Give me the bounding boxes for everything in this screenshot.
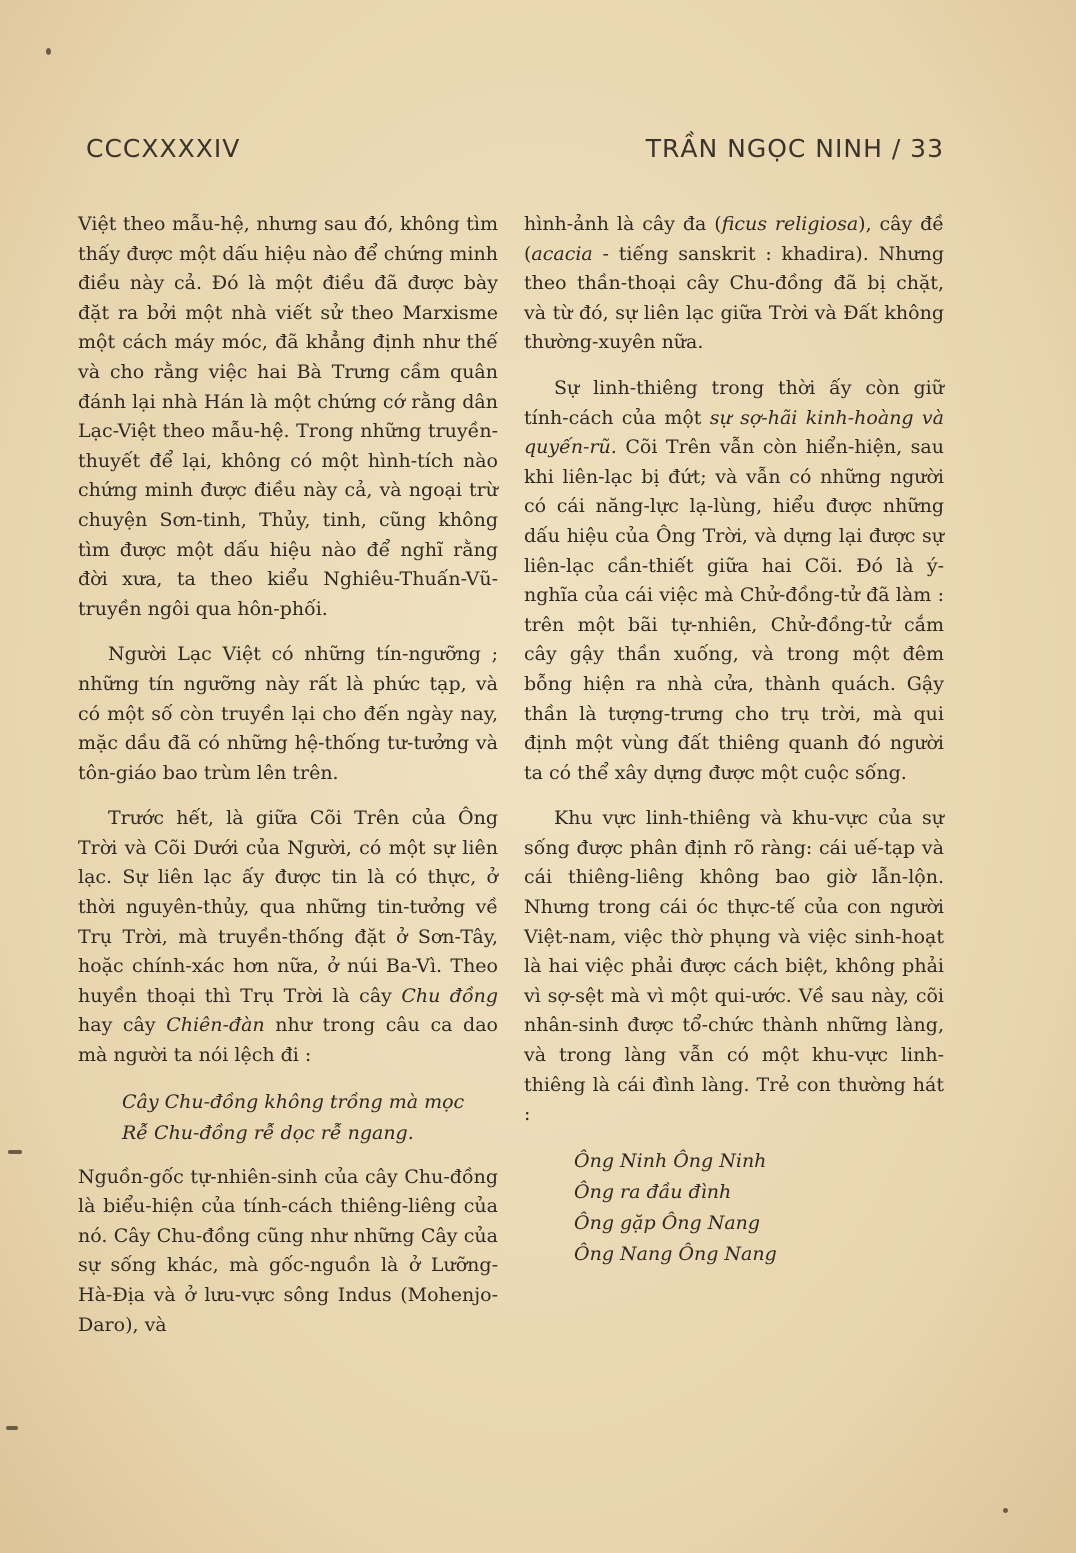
text-run: hay cây: [78, 1014, 167, 1037]
verse-line: Ông Ninh Ông Ninh: [574, 1149, 767, 1172]
folk-verse-1: [122, 1087, 498, 1149]
left-paragraph-1: Việt theo mẫu-hệ, nhưng sau đó, không tìm thấy được một dấu hiệu nào để chứng minh điều này cả. Đó là một điều đã được bày đặt ra bởi một nhà viết sử theo Marxisme một cách máy móc, đã khẳng định như thế và cho rằng việc hai Bà Trưng cầm quân đánh lại nhà Hán là một chứng cớ rằng dân Lạc-Việt theo mẫu-hệ. Trong những truyền-thuyết để lại, không có một hình-tích nào chứng minh được điều này cả, và ngoại trừ chuyện Sơn-tinh, Thủy, tinh, cũng không tìm được một dấu hiệu nào để nghĩ rằng đời xưa, ta theo kiểu Nghiêu-Thuấn-Vũ-truyền ngôi qua hôn-phối.: [78, 213, 498, 620]
left-paragraph-4: Nguồn-gốc tự-nhiên-sinh của cây Chu-đồng là biểu-hiện của tính-cách thiêng-liêng của nó. Cây Chu-đồng cũng như những Cây của sự sống khác, mà gốc-nguồn là ở Lưỡng-Hà-Địa và ở lưu-vực sông Indus (Mohenjo-Daro), và: [78, 1165, 498, 1336]
text-run: như trong câu ca dao mà người ta nói lệch đi :: [78, 1014, 498, 1067]
verse-line: Cây Chu-đồng không trồng mà mọc: [122, 1090, 465, 1113]
right-paragraph-1: [524, 210, 944, 358]
italic-term: Chu đồng: [401, 984, 498, 1007]
italic-term: sự sợ-hãi kinh-hoàng và quyến-rũ.: [524, 406, 944, 459]
verse-line: Ông ra đầu đình: [574, 1180, 732, 1203]
verse-line: Ông gặp Ông Nang: [574, 1211, 761, 1234]
page-header: [86, 134, 944, 163]
ink-speck: [8, 1150, 22, 1154]
text-run: hình-ảnh là cây đa (: [524, 213, 722, 235]
left-column: [78, 210, 498, 1356]
running-title: TRẦN NGỌC NINH / 33: [645, 134, 944, 163]
text-run: ), cây đề (: [524, 213, 944, 265]
italic-term: acacia: [531, 242, 593, 265]
verse-line: Rễ Chu-đồng rễ dọc rễ ngang.: [122, 1121, 414, 1144]
right-paragraph-3: Khu vực linh-thiêng và khu-vực của sự sống được phân định rõ ràng: cái uế-tạp và cái thiêng-liêng không bao giờ lẫn-lộn. Nhưng trong cái óc thực-tế của con người Việt-nam, việc thờ phụng và việc sinh-hoạt là hai việc phải được cách biệt, không phải vì sợ-sệt mà vì một qui-ước. Về sau này, cõi nhân-sinh được tổ-chức thành những làng, và trong làng vẫn có một khu-vực linh-thiêng là cái đình làng. Trẻ con thường hát :: [524, 807, 944, 1126]
page-number-roman: CCCXXXXIV: [86, 134, 241, 163]
ink-speck: [1003, 1508, 1008, 1513]
right-column: [524, 210, 944, 1284]
right-paragraph-2: [524, 374, 944, 788]
left-paragraph-3: [78, 804, 498, 1070]
left-paragraph-2: Người Lạc Việt có những tín-ngưỡng ; những tín ngưỡng này rất là phức tạp, và có một số còn truyền lại cho đến ngày nay, mặc dầu đã có những hệ-thống tư-tưởng và tôn-giáo bao trùm lên trên.: [78, 643, 498, 784]
ink-speck: [46, 48, 51, 55]
text-run: - tiếng sanskrit : khadira). Nhưng theo thần-thoại cây Chu-đồng đã bị chặt, và từ đó, sự liên lạc giữa Trời và Đất không thường-xuyên nữa.: [524, 242, 944, 354]
italic-term: Chiên-đàn: [166, 1014, 265, 1037]
text-run: Cõi Trên vẫn còn hiển-hiện, sau khi liên-lạc bị đứt; và vẫn có những người có cái năng-lực lạ-lùng, hiểu được những dấu hiệu của Ông Trời, và dựng lại được sự liên-lạc cần-thiết giữa hai Cõi. Đó là ý-nghĩa của cái việc mà Chử-đồng-tử đã làm : trên một bãi tự-nhiên, Chử-đồng-tử cắm cây gậy thần xuống, và trong một đêm bỗng hiện ra nhà cửa, thành quách. Gậy thần là tượng-trưng cho trụ trời, mà qui định một vùng đất thiêng quanh đó người ta có thể xây dựng được một cuộc sống.: [524, 436, 944, 784]
verse-line: Ông Nang Ông Nang: [574, 1242, 777, 1265]
text-run: Sự linh-thiêng trong thời ấy còn giữ tính-cách của một: [524, 376, 944, 429]
folk-verse-2: [574, 1146, 944, 1270]
text-run: Trước hết, là giữa Cõi Trên của Ông Trời và Cõi Dưới của Người, có một sự liên lạc. Sự liên lạc ấy được tin là có thực, ở thời nguyên-thủy, qua những tin-tưởng về Trụ Trời, mà truyền-thống đặt ở Sơn-Tây, hoặc chính-xác hơn nữa, ở núi Ba-Vì. Theo huyền thoại thì Trụ Trời là cây: [78, 807, 498, 1007]
italic-term: ficus religiosa: [721, 213, 859, 235]
ink-speck: [6, 1426, 18, 1430]
